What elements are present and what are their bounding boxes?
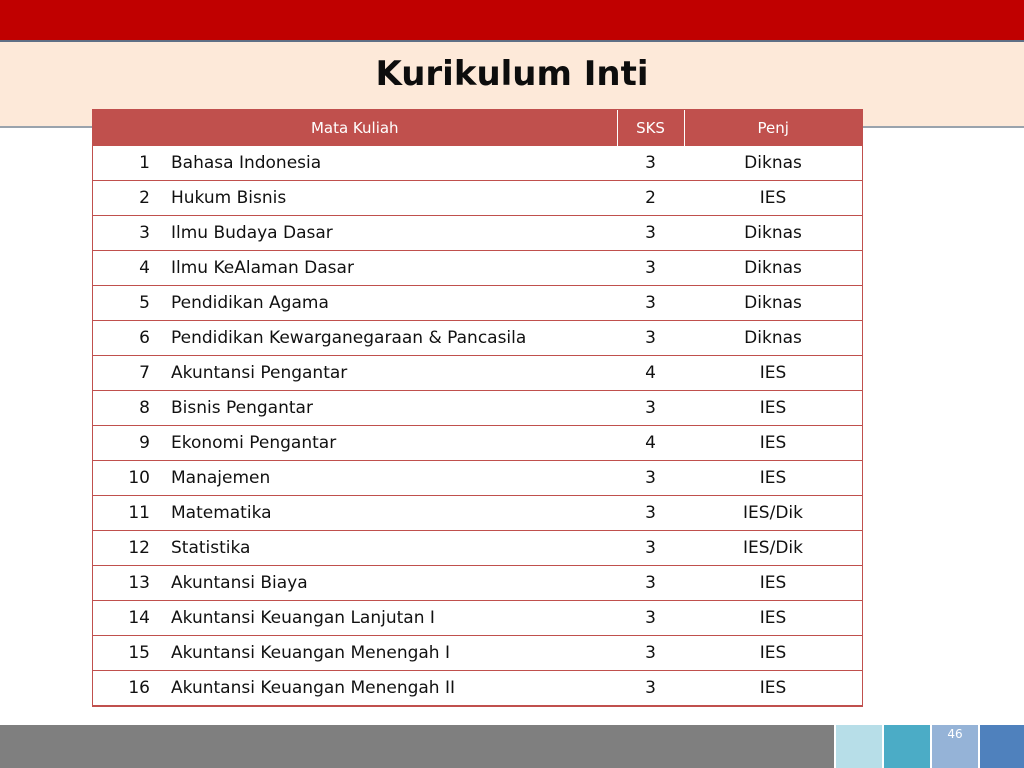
row-number: 4	[93, 251, 171, 286]
sks-value: 3	[617, 461, 684, 496]
sks-value: 3	[617, 671, 684, 706]
curriculum-table	[93, 110, 862, 706]
row-number: 2	[93, 181, 171, 216]
penj-value: Diknas	[684, 251, 862, 286]
table-row	[93, 671, 862, 706]
row-number: 11	[93, 496, 171, 531]
sks-value: 3	[617, 251, 684, 286]
header-course: Mata Kuliah	[93, 110, 617, 146]
row-number: 1	[93, 146, 171, 181]
footer-light-blue-block	[836, 725, 882, 768]
course-name: Matematika	[171, 496, 617, 531]
table-row	[93, 181, 862, 216]
penj-value: Diknas	[684, 286, 862, 321]
row-number: 6	[93, 321, 171, 356]
course-name: Ekonomi Pengantar	[171, 426, 617, 461]
header-sks: SKS	[617, 110, 684, 146]
row-number: 16	[93, 671, 171, 706]
sks-value: 3	[617, 286, 684, 321]
course-name: Bahasa Indonesia	[171, 146, 617, 181]
table-row	[93, 566, 862, 601]
penj-value: IES	[684, 356, 862, 391]
table-row	[93, 601, 862, 636]
course-name: Statistika	[171, 531, 617, 566]
table-row	[93, 531, 862, 566]
table-row	[93, 216, 862, 251]
course-name: Ilmu KeAlaman Dasar	[171, 251, 617, 286]
row-number: 3	[93, 216, 171, 251]
table-row	[93, 356, 862, 391]
row-number: 14	[93, 601, 171, 636]
sks-value: 2	[617, 181, 684, 216]
sks-value: 4	[617, 356, 684, 391]
sks-value: 3	[617, 531, 684, 566]
course-name: Ilmu Budaya Dasar	[171, 216, 617, 251]
course-name: Akuntansi Keuangan Lanjutan I	[171, 601, 617, 636]
table-row	[93, 286, 862, 321]
penj-value: IES	[684, 566, 862, 601]
table-row	[93, 636, 862, 671]
footer-teal-block	[884, 725, 930, 768]
penj-value: IES/Dik	[684, 496, 862, 531]
table-row	[93, 391, 862, 426]
sks-value: 3	[617, 216, 684, 251]
table-row	[93, 496, 862, 531]
course-name: Bisnis Pengantar	[171, 391, 617, 426]
penj-value: Diknas	[684, 216, 862, 251]
sks-value: 3	[617, 146, 684, 181]
row-number: 9	[93, 426, 171, 461]
row-number: 8	[93, 391, 171, 426]
page-number: 46	[947, 727, 963, 741]
course-name: Hukum Bisnis	[171, 181, 617, 216]
row-number: 10	[93, 461, 171, 496]
sks-value: 3	[617, 601, 684, 636]
sks-value: 3	[617, 321, 684, 356]
table-row	[93, 321, 862, 356]
row-number: 13	[93, 566, 171, 601]
penj-value: Diknas	[684, 321, 862, 356]
row-number: 15	[93, 636, 171, 671]
course-name: Akuntansi Pengantar	[171, 356, 617, 391]
row-number: 12	[93, 531, 171, 566]
table-row	[93, 461, 862, 496]
penj-value: IES	[684, 426, 862, 461]
header-penj: Penj	[684, 110, 862, 146]
course-name: Manajemen	[171, 461, 617, 496]
slide-title: Kurikulum Inti	[375, 54, 649, 94]
row-number: 7	[93, 356, 171, 391]
footer-gray-block	[0, 725, 834, 768]
table-row	[93, 146, 862, 181]
penj-value: IES	[684, 671, 862, 706]
course-name: Akuntansi Biaya	[171, 566, 617, 601]
course-name: Akuntansi Keuangan Menengah II	[171, 671, 617, 706]
sks-value: 3	[617, 636, 684, 671]
row-number: 5	[93, 286, 171, 321]
penj-value: IES	[684, 601, 862, 636]
footer-bar	[0, 725, 1024, 768]
sks-value: 3	[617, 566, 684, 601]
penj-value: IES/Dik	[684, 531, 862, 566]
course-name: Pendidikan Agama	[171, 286, 617, 321]
sks-value: 3	[617, 391, 684, 426]
penj-value: IES	[684, 461, 862, 496]
sks-value: 3	[617, 496, 684, 531]
penj-value: IES	[684, 636, 862, 671]
penj-value: IES	[684, 181, 862, 216]
table-row	[93, 426, 862, 461]
top-banner	[0, 0, 1024, 42]
penj-value: Diknas	[684, 146, 862, 181]
course-name: Akuntansi Keuangan Menengah I	[171, 636, 617, 671]
course-name: Pendidikan Kewarganegaraan & Pancasila	[171, 321, 617, 356]
table-header-row	[93, 110, 862, 146]
penj-value: IES	[684, 391, 862, 426]
footer-blue-block	[980, 725, 1024, 768]
table-row	[93, 251, 862, 286]
sks-value: 4	[617, 426, 684, 461]
